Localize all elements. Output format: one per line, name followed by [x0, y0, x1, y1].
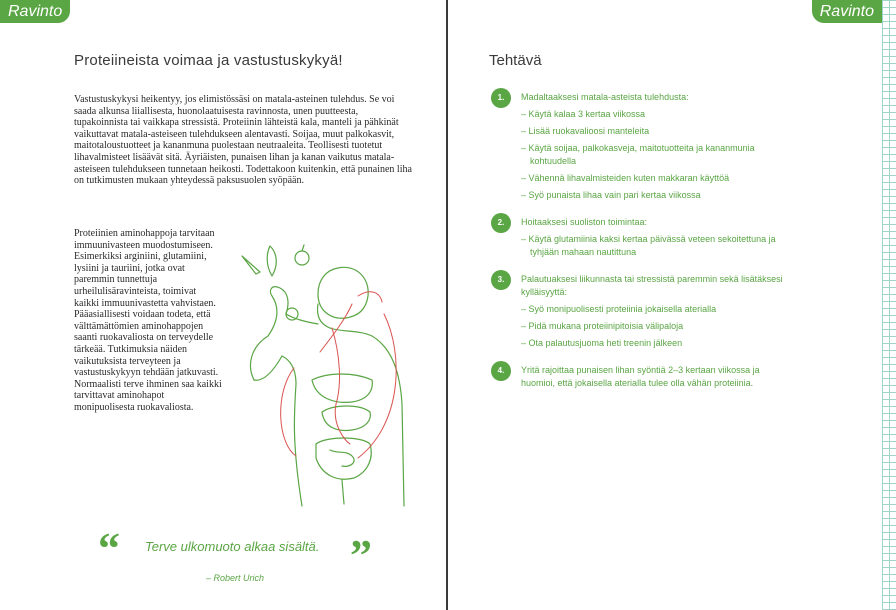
task-item [491, 213, 791, 259]
quote-author: – Robert Urich [206, 573, 265, 583]
book-spine [446, 0, 448, 610]
section-tab-left: Ravinto [0, 0, 70, 23]
task-sub-item: – Käytä soijaa, palkokasveja, maitotuotteita ja kananmunia kohtuudella [521, 143, 755, 166]
task-sub-item: – Lisää ruokavalioosi manteleita [521, 126, 650, 136]
amino-acid-paragraph: Proteiinien aminohappoja tarvitaan immuunivasteen muodostumiseen. Esimerkiksi arginiini, glutamiini, lysiini ja tauriini, jotka ovat paremmin tunnettuja urheilulisäravinteista, toimivat kaikki immuunivastetta vahvistaen. Pääasiallisesti voidaan todeta, että välttämättömien aminohappojen saanti ruokavaliosta on terveydelle tärkeää. Tutkimuksia näiden vaikutuksista terveyteen ja vastustuskykyyn tehdään jatkuvasti. Normaalisti terve ihminen saa kaikki tarvittavat aminohapot monipuolisesta ruokavaliosta. [74, 228, 222, 413]
task-number-badge: 2. [491, 213, 511, 233]
page-title-left: Proteiineista voimaa ja vastustuskykyä! [74, 52, 343, 69]
quote-text: Terve ulkomuoto alkaa sisältä. [145, 539, 320, 554]
body-illustration [234, 244, 414, 520]
task-sub-item: – Ota palautusjuoma heti treenin jälkeen [521, 338, 683, 348]
grid-margin [882, 0, 896, 610]
task-sub-item: – Syö punaista lihaa vain pari kertaa viikossa [521, 190, 701, 200]
task-sub-list [521, 108, 791, 202]
task-list [491, 88, 791, 401]
apple-icon [295, 251, 309, 265]
task-sub-item: – Pidä mukana proteiinipitoisia välipaloja [521, 321, 684, 331]
task-text: Madaltaaksesi matala-asteista tulehdusta: [521, 92, 689, 102]
section-tab-right: Ravinto [812, 0, 882, 23]
task-text: Hoitaaksesi suoliston toimintaa: [521, 217, 648, 227]
task-sub-item: – Vähennä lihavalmisteiden kuten makkaran käyttöä [521, 173, 730, 183]
task-sub-list [521, 303, 791, 350]
task-text: Palautuaksesi liikunnasta tai stressistä paremmin sekä lisätäksesi kylläisyyttä: [521, 274, 783, 297]
intro-paragraph: Vastustuskykysi heikentyy, jos elimistössäsi on matala-asteinen tulehdus. Se voi saada alkunsa liiallisesta, huonolaatuisesta ravinnosta, unen puutteesta, tupakoinnista tai vaikkapa stressistä. Proteiinin lähteistä kala, manteli ja pähkinät vaikuttavat matala-asteiseen tulehdukseen alentavasti. Soijaa, muut palkokasvit, maitotaloustuotteet ja kananmuna puolestaan neutraaleita. Teollisesti tuotetut lihavalmisteet lisäävät sitä. Äyriäisten, punaisen lihan ja kanan vaikutus matala-asteiseen tulehdukseen tunnetaan heikosti. Todettakoon kuitenkin, että punainen liha on tutkimusten mukaan yhteydessä paksusuolen syöpään. [74, 94, 412, 187]
task-sub-item: – Käytä kalaa 3 kertaa viikossa [521, 109, 646, 119]
task-item [491, 361, 791, 390]
task-sub-item: – Syö monipuolisesti proteiinia jokaisella aterialla [521, 304, 717, 314]
quote-close-mark: ” [350, 531, 372, 580]
task-text: Yritä rajoittaa punaisen lihan syöntiä 2–3 kertaan viikossa ja huomioi, että jokaisella aterialla tulee olla vähän proteiinia. [521, 365, 760, 388]
task-item [491, 270, 791, 350]
task-sub-item: – Käytä glutamiinia kaksi kertaa päivässä veteen sekoitettuna ja tyhjään mahaan nautittuna [521, 234, 776, 257]
task-number-badge: 3. [491, 270, 511, 290]
carrot-icon [242, 256, 260, 274]
task-number-badge: 4. [491, 361, 511, 381]
page-title-right: Tehtävä [489, 52, 542, 69]
task-item [491, 88, 791, 202]
task-sub-list [521, 233, 791, 259]
task-number-badge: 1. [491, 88, 511, 108]
fish-icon [267, 246, 276, 276]
quote-open-mark: “ [98, 524, 120, 573]
right-page [449, 0, 896, 610]
